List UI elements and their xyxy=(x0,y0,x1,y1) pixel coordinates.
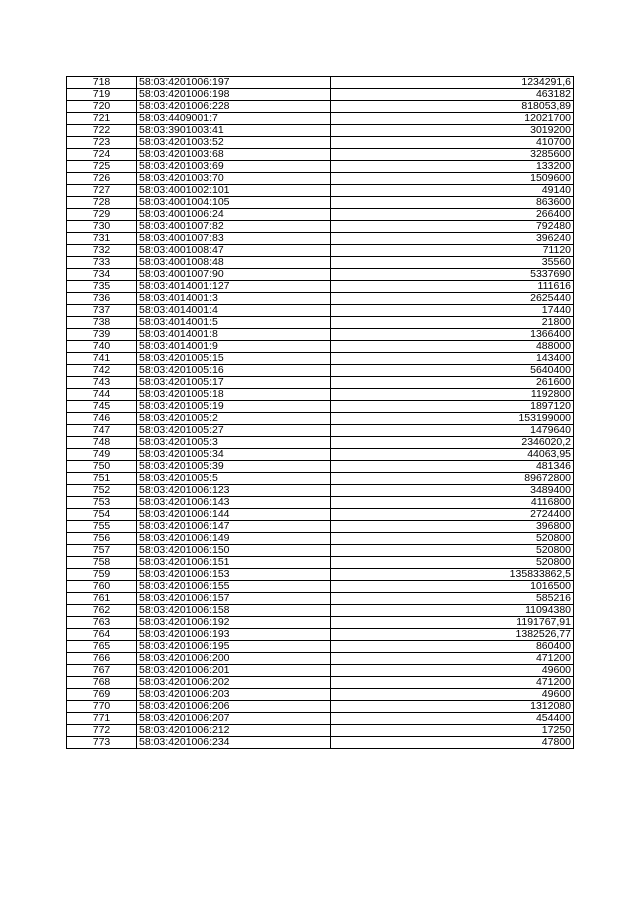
cadastral-number-cell: 58:03:4201006:234 xyxy=(137,737,331,749)
row-number-cell: 730 xyxy=(67,221,137,233)
cadastral-number-cell: 58:03:4201005:17 xyxy=(137,377,331,389)
table-row xyxy=(67,161,574,173)
table-row xyxy=(67,533,574,545)
cadastral-value-cell: 1312080 xyxy=(331,701,574,713)
table-row xyxy=(67,221,574,233)
row-number-cell: 738 xyxy=(67,317,137,329)
cadastral-number-cell: 58:03:4201006:155 xyxy=(137,581,331,593)
row-number-cell: 728 xyxy=(67,197,137,209)
table-row xyxy=(67,125,574,137)
cadastral-value-cell: 2724400 xyxy=(331,509,574,521)
cadastral-number-cell: 58:03:4201005:39 xyxy=(137,461,331,473)
cadastral-number-cell: 58:03:4014001:5 xyxy=(137,317,331,329)
table-row xyxy=(67,449,574,461)
table-row xyxy=(67,413,574,425)
table-row xyxy=(67,233,574,245)
row-number-cell: 764 xyxy=(67,629,137,641)
row-number-cell: 737 xyxy=(67,305,137,317)
cadastral-value-cell: 585216 xyxy=(331,593,574,605)
row-number-cell: 749 xyxy=(67,449,137,461)
cadastral-value-cell: 153199000 xyxy=(331,413,574,425)
table-row xyxy=(67,389,574,401)
cadastral-number-cell: 58:03:4201006:193 xyxy=(137,629,331,641)
cadastral-value-cell: 2625440 xyxy=(331,293,574,305)
row-number-cell: 768 xyxy=(67,677,137,689)
cadastral-value-cell: 818053,89 xyxy=(331,101,574,113)
cadastral-number-cell: 58:03:4201006:151 xyxy=(137,557,331,569)
table-row xyxy=(67,689,574,701)
row-number-cell: 731 xyxy=(67,233,137,245)
cadastral-number-cell: 58:03:4201005:27 xyxy=(137,425,331,437)
table-row xyxy=(67,581,574,593)
row-number-cell: 756 xyxy=(67,533,137,545)
cadastral-value-cell: 111616 xyxy=(331,281,574,293)
cadastral-value-cell: 520800 xyxy=(331,557,574,569)
row-number-cell: 747 xyxy=(67,425,137,437)
cadastral-number-cell: 58:03:4014001:127 xyxy=(137,281,331,293)
table-row xyxy=(67,209,574,221)
table-row xyxy=(67,425,574,437)
cadastral-number-cell: 58:03:4201003:52 xyxy=(137,137,331,149)
cadastral-number-cell: 58:03:4001007:83 xyxy=(137,233,331,245)
cadastral-value-cell: 17250 xyxy=(331,725,574,737)
row-number-cell: 757 xyxy=(67,545,137,557)
row-number-cell: 771 xyxy=(67,713,137,725)
table-row xyxy=(67,605,574,617)
cadastral-value-cell: 463182 xyxy=(331,89,574,101)
table-row xyxy=(67,113,574,125)
row-number-cell: 762 xyxy=(67,605,137,617)
cadastral-value-cell: 1016500 xyxy=(331,581,574,593)
row-number-cell: 742 xyxy=(67,365,137,377)
cadastral-number-cell: 58:03:4201006:150 xyxy=(137,545,331,557)
row-number-cell: 722 xyxy=(67,125,137,137)
table-row xyxy=(67,653,574,665)
table-row xyxy=(67,437,574,449)
cadastral-number-cell: 58:03:3901003:41 xyxy=(137,125,331,137)
table-row xyxy=(67,473,574,485)
table-row xyxy=(67,365,574,377)
row-number-cell: 751 xyxy=(67,473,137,485)
cadastral-value-cell: 481346 xyxy=(331,461,574,473)
row-number-cell: 726 xyxy=(67,173,137,185)
cadastral-value-cell: 266400 xyxy=(331,209,574,221)
table-row xyxy=(67,257,574,269)
cadastral-value-cell: 49600 xyxy=(331,689,574,701)
cadastral-value-cell: 1366400 xyxy=(331,329,574,341)
cadastral-number-cell: 58:03:4201006:203 xyxy=(137,689,331,701)
cadastral-value-cell: 12021700 xyxy=(331,113,574,125)
cadastral-number-cell: 58:03:4001008:48 xyxy=(137,257,331,269)
cadastral-number-cell: 58:03:4001002:101 xyxy=(137,185,331,197)
cadastral-number-cell: 58:03:4201006:157 xyxy=(137,593,331,605)
cadastral-value-cell: 71120 xyxy=(331,245,574,257)
table-row xyxy=(67,77,574,89)
row-number-cell: 740 xyxy=(67,341,137,353)
table-row xyxy=(67,329,574,341)
row-number-cell: 739 xyxy=(67,329,137,341)
table-row xyxy=(67,593,574,605)
cadastral-value-cell: 135833862,5 xyxy=(331,569,574,581)
cadastral-value-cell: 3019200 xyxy=(331,125,574,137)
cadastral-number-cell: 58:03:4201006:143 xyxy=(137,497,331,509)
table-row xyxy=(67,569,574,581)
table-row xyxy=(67,317,574,329)
table-row xyxy=(67,137,574,149)
table-row xyxy=(67,725,574,737)
table-row xyxy=(67,557,574,569)
table-row xyxy=(67,521,574,533)
table-row xyxy=(67,497,574,509)
cadastral-value-cell: 396240 xyxy=(331,233,574,245)
cadastral-number-cell: 58:03:4201006:202 xyxy=(137,677,331,689)
cadastral-value-cell: 5337690 xyxy=(331,269,574,281)
row-number-cell: 765 xyxy=(67,641,137,653)
cadastral-number-cell: 58:03:4201005:16 xyxy=(137,365,331,377)
table-row xyxy=(67,461,574,473)
cadastral-value-cell: 520800 xyxy=(331,533,574,545)
cadastral-number-cell: 58:03:4014001:4 xyxy=(137,305,331,317)
cadastral-value-cell: 1234291,6 xyxy=(331,77,574,89)
cadastral-value-cell: 410700 xyxy=(331,137,574,149)
cadastral-value-cell: 47800 xyxy=(331,737,574,749)
cadastral-number-cell: 58:03:4201006:147 xyxy=(137,521,331,533)
cadastral-number-cell: 58:03:4001007:82 xyxy=(137,221,331,233)
cadastral-value-cell: 21800 xyxy=(331,317,574,329)
cadastral-value-cell: 2346020,2 xyxy=(331,437,574,449)
cadastral-number-cell: 58:03:4201006:228 xyxy=(137,101,331,113)
cadastral-value-cell: 520800 xyxy=(331,545,574,557)
cadastral-value-cell: 4116800 xyxy=(331,497,574,509)
table-row xyxy=(67,629,574,641)
row-number-cell: 766 xyxy=(67,653,137,665)
cadastral-number-cell: 58:03:4201006:192 xyxy=(137,617,331,629)
cadastral-number-cell: 58:03:4201005:19 xyxy=(137,401,331,413)
cadastral-number-cell: 58:03:4201005:34 xyxy=(137,449,331,461)
cadastral-value-cell: 860400 xyxy=(331,641,574,653)
row-number-cell: 752 xyxy=(67,485,137,497)
cadastral-value-cell: 454400 xyxy=(331,713,574,725)
row-number-cell: 718 xyxy=(67,77,137,89)
cadastral-number-cell: 58:03:4201006:201 xyxy=(137,665,331,677)
table-row xyxy=(67,89,574,101)
cadastral-value-table xyxy=(66,76,574,749)
row-number-cell: 748 xyxy=(67,437,137,449)
row-number-cell: 720 xyxy=(67,101,137,113)
table-row xyxy=(67,269,574,281)
cadastral-value-cell: 1191767,91 xyxy=(331,617,574,629)
row-number-cell: 761 xyxy=(67,593,137,605)
table-row xyxy=(67,641,574,653)
table-row xyxy=(67,101,574,113)
table-row xyxy=(67,401,574,413)
cadastral-value-cell: 1192800 xyxy=(331,389,574,401)
table-row xyxy=(67,341,574,353)
row-number-cell: 743 xyxy=(67,377,137,389)
table-row xyxy=(67,485,574,497)
table-row xyxy=(67,617,574,629)
cadastral-number-cell: 58:03:4201006:207 xyxy=(137,713,331,725)
row-number-cell: 741 xyxy=(67,353,137,365)
row-number-cell: 750 xyxy=(67,461,137,473)
cadastral-value-cell: 488000 xyxy=(331,341,574,353)
cadastral-value-cell: 792480 xyxy=(331,221,574,233)
table-row xyxy=(67,149,574,161)
cadastral-value-cell: 49600 xyxy=(331,665,574,677)
cadastral-number-cell: 58:03:4201006:212 xyxy=(137,725,331,737)
cadastral-number-cell: 58:03:4201006:206 xyxy=(137,701,331,713)
cadastral-number-cell: 58:03:4201003:68 xyxy=(137,149,331,161)
table-row xyxy=(67,293,574,305)
cadastral-value-cell: 471200 xyxy=(331,653,574,665)
row-number-cell: 724 xyxy=(67,149,137,161)
row-number-cell: 773 xyxy=(67,737,137,749)
cadastral-value-cell: 133200 xyxy=(331,161,574,173)
row-number-cell: 759 xyxy=(67,569,137,581)
cadastral-number-cell: 58:03:4201005:2 xyxy=(137,413,331,425)
row-number-cell: 770 xyxy=(67,701,137,713)
row-number-cell: 729 xyxy=(67,209,137,221)
cadastral-value-cell: 396800 xyxy=(331,521,574,533)
cadastral-number-cell: 58:03:4014001:8 xyxy=(137,329,331,341)
row-number-cell: 734 xyxy=(67,269,137,281)
row-number-cell: 727 xyxy=(67,185,137,197)
cadastral-number-cell: 58:03:4201005:5 xyxy=(137,473,331,485)
table-row xyxy=(67,305,574,317)
cadastral-number-cell: 58:03:4201005:15 xyxy=(137,353,331,365)
table-row xyxy=(67,377,574,389)
table-row xyxy=(67,545,574,557)
cadastral-value-cell: 5640400 xyxy=(331,365,574,377)
cadastral-number-cell: 58:03:4201006:158 xyxy=(137,605,331,617)
row-number-cell: 745 xyxy=(67,401,137,413)
cadastral-number-cell: 58:03:4201006:153 xyxy=(137,569,331,581)
cadastral-number-cell: 58:03:4201005:3 xyxy=(137,437,331,449)
table-row xyxy=(67,509,574,521)
row-number-cell: 763 xyxy=(67,617,137,629)
table-row xyxy=(67,245,574,257)
cadastral-number-cell: 58:03:4001008:47 xyxy=(137,245,331,257)
cadastral-number-cell: 58:03:4201006:200 xyxy=(137,653,331,665)
row-number-cell: 735 xyxy=(67,281,137,293)
row-number-cell: 758 xyxy=(67,557,137,569)
row-number-cell: 744 xyxy=(67,389,137,401)
row-number-cell: 725 xyxy=(67,161,137,173)
cadastral-number-cell: 58:03:4014001:3 xyxy=(137,293,331,305)
table-row xyxy=(67,173,574,185)
table-row xyxy=(67,281,574,293)
row-number-cell: 755 xyxy=(67,521,137,533)
row-number-cell: 721 xyxy=(67,113,137,125)
cadastral-value-cell: 863600 xyxy=(331,197,574,209)
table-row xyxy=(67,677,574,689)
cadastral-value-cell: 1509600 xyxy=(331,173,574,185)
cadastral-value-cell: 3285600 xyxy=(331,149,574,161)
cadastral-value-cell: 44063,95 xyxy=(331,449,574,461)
cadastral-number-cell: 58:03:4201006:198 xyxy=(137,89,331,101)
table-row xyxy=(67,701,574,713)
row-number-cell: 732 xyxy=(67,245,137,257)
cadastral-number-cell: 58:03:4201006:144 xyxy=(137,509,331,521)
cadastral-number-cell: 58:03:4201006:149 xyxy=(137,533,331,545)
row-number-cell: 772 xyxy=(67,725,137,737)
row-number-cell: 760 xyxy=(67,581,137,593)
cadastral-value-cell: 471200 xyxy=(331,677,574,689)
table-row xyxy=(67,713,574,725)
cadastral-number-cell: 58:03:4201006:195 xyxy=(137,641,331,653)
row-number-cell: 754 xyxy=(67,509,137,521)
row-number-cell: 769 xyxy=(67,689,137,701)
cadastral-value-cell: 17440 xyxy=(331,305,574,317)
cadastral-number-cell: 58:03:4409001:7 xyxy=(137,113,331,125)
table-row xyxy=(67,737,574,749)
cadastral-number-cell: 58:03:4201003:70 xyxy=(137,173,331,185)
table-body xyxy=(67,77,574,749)
cadastral-value-cell: 261600 xyxy=(331,377,574,389)
cadastral-number-cell: 58:03:4001004:105 xyxy=(137,197,331,209)
cadastral-number-cell: 58:03:4201003:69 xyxy=(137,161,331,173)
row-number-cell: 723 xyxy=(67,137,137,149)
cadastral-value-cell: 1479640 xyxy=(331,425,574,437)
cadastral-number-cell: 58:03:4201006:197 xyxy=(137,77,331,89)
cadastral-number-cell: 58:03:4201005:18 xyxy=(137,389,331,401)
cadastral-value-cell: 11094380 xyxy=(331,605,574,617)
cadastral-number-cell: 58:03:4001007:90 xyxy=(137,269,331,281)
row-number-cell: 746 xyxy=(67,413,137,425)
row-number-cell: 736 xyxy=(67,293,137,305)
cadastral-number-cell: 58:03:4001006:24 xyxy=(137,209,331,221)
table-row xyxy=(67,197,574,209)
row-number-cell: 753 xyxy=(67,497,137,509)
table-row xyxy=(67,353,574,365)
cadastral-value-cell: 143400 xyxy=(331,353,574,365)
table-row xyxy=(67,185,574,197)
row-number-cell: 719 xyxy=(67,89,137,101)
cadastral-value-cell: 89672800 xyxy=(331,473,574,485)
cadastral-value-cell: 35560 xyxy=(331,257,574,269)
row-number-cell: 733 xyxy=(67,257,137,269)
cadastral-value-cell: 1382526,77 xyxy=(331,629,574,641)
cadastral-value-cell: 1897120 xyxy=(331,401,574,413)
cadastral-number-cell: 58:03:4014001:9 xyxy=(137,341,331,353)
row-number-cell: 767 xyxy=(67,665,137,677)
cadastral-value-cell: 49140 xyxy=(331,185,574,197)
table-row xyxy=(67,665,574,677)
cadastral-value-cell: 3489400 xyxy=(331,485,574,497)
cadastral-number-cell: 58:03:4201006:123 xyxy=(137,485,331,497)
